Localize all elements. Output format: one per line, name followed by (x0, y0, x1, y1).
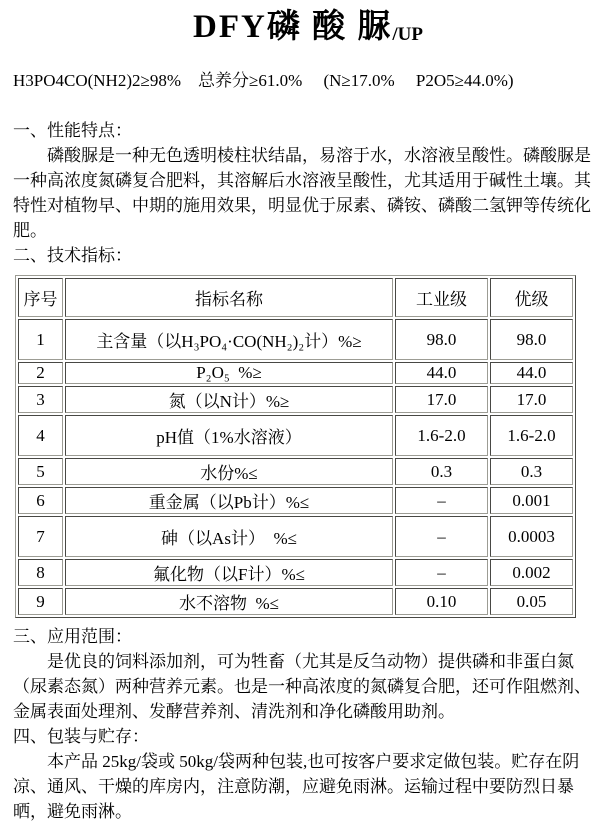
page-title-main: DFY磷 酸 脲 (193, 9, 393, 45)
indicator-name-cell: pH值（1%水溶液） (65, 415, 393, 456)
row-index-cell: 1 (18, 319, 63, 360)
indicator-name-cell: 主含量（以H₃PO₄·CO(NH₂)₂计）%≥ (65, 319, 393, 360)
premium-grade-value-cell: 17.0 (490, 386, 573, 413)
table-row (18, 415, 573, 456)
col-header-premium-grade: 优级 (490, 278, 573, 317)
industrial-grade-value-cell: 0.10 (395, 588, 488, 615)
table-row (18, 588, 573, 615)
row-index-cell: 6 (18, 487, 63, 514)
row-index-cell: 9 (18, 588, 63, 615)
premium-grade-value-cell: 44.0 (490, 362, 573, 384)
premium-grade-value-cell: 0.0003 (490, 516, 573, 557)
table-row (18, 559, 573, 586)
section-heading-packaging: 四、包装与贮存： (13, 727, 149, 746)
table-row (18, 458, 573, 485)
indicator-name-cell: 砷（以As计） %≤ (65, 516, 393, 557)
industrial-grade-value-cell: 44.0 (395, 362, 488, 384)
row-index-cell: 7 (18, 516, 63, 557)
premium-grade-value-cell: 0.05 (490, 588, 573, 615)
formula-line: H3PO4CO(NH2)2≥98% 总养分≥61.0% (N≥17.0% P2O5≥44.0%) (13, 71, 514, 90)
row-index-cell: 2 (18, 362, 63, 384)
indicator-name-cell: 水份%≤ (65, 458, 393, 485)
section-heading-performance: 一、性能特点： (13, 121, 132, 140)
table-row (18, 362, 573, 384)
industrial-grade-value-cell: – (395, 559, 488, 586)
premium-grade-value-cell: 1.6-2.0 (490, 415, 573, 456)
page-title-suffix: /UP (392, 24, 423, 45)
premium-grade-value-cell: 98.0 (490, 319, 573, 360)
industrial-grade-value-cell: 1.6-2.0 (395, 415, 488, 456)
premium-grade-value-cell: 0.002 (490, 559, 573, 586)
table-row (18, 516, 573, 557)
table-row (18, 487, 573, 514)
indicator-name-cell: 氮（以N计）%≥ (65, 386, 393, 413)
row-index-cell: 4 (18, 415, 63, 456)
row-index-cell: 5 (18, 458, 63, 485)
industrial-grade-value-cell: – (395, 487, 488, 514)
section-heading-application: 三、应用范围： (13, 627, 132, 646)
spec-table (15, 275, 576, 618)
col-header-indicator-name: 指标名称 (65, 278, 393, 317)
page-title (13, 6, 603, 56)
row-index-cell: 3 (18, 386, 63, 413)
performance-paragraph: 磷酸脲是一种无色透明棱柱状结晶，易溶于水，水溶液呈酸性。磷酸脲是一种高浓度氮磷复合肥料，其溶解后水溶液呈酸性，尤其适用于碱性土壤。其特性对植物早、中期的施用效果，明显优于尿素、磷铵、磷酸二氢钾等传统化肥。 (13, 146, 591, 240)
industrial-grade-value-cell: 98.0 (395, 319, 488, 360)
industrial-grade-value-cell: 0.3 (395, 458, 488, 485)
indicator-name-cell: 氟化物（以F计）%≤ (65, 559, 393, 586)
indicator-name-cell: P₂O₅ %≥ (65, 362, 393, 384)
indicator-name-cell: 重金属（以Pb计）%≤ (65, 487, 393, 514)
premium-grade-value-cell: 0.001 (490, 487, 573, 514)
application-paragraph: 是优良的饲料添加剂，可为牲畜（尤其是反刍动物）提供磷和非蛋白氮（尿素态氮）两种营养元素。也是一种高浓度的氮磷复合肥，还可作阻燃剂、金属表面处理剂、发酵营养剂、清洗剂和净化磷酸用助剂。 (13, 652, 591, 721)
packaging-paragraph: 本产品 25kg/袋或 50kg/袋两种包装,也可按客户要求定做包装。贮存在阴凉、通风、干燥的库房内，注意防潮，应避免雨淋。运输过程中要防烈日暴晒，避免雨淋。 (13, 752, 580, 821)
table-row (18, 386, 573, 413)
table-header-row (18, 278, 573, 317)
industrial-grade-value-cell: 17.0 (395, 386, 488, 413)
col-header-industrial-grade: 工业级 (395, 278, 488, 317)
premium-grade-value-cell: 0.3 (490, 458, 573, 485)
industrial-grade-value-cell: – (395, 516, 488, 557)
row-index-cell: 8 (18, 559, 63, 586)
indicator-name-cell: 水不溶物 %≤ (65, 588, 393, 615)
section-heading-specs: 二、技术指标： (13, 246, 132, 265)
col-header-index: 序号 (18, 278, 63, 317)
table-row (18, 319, 573, 360)
